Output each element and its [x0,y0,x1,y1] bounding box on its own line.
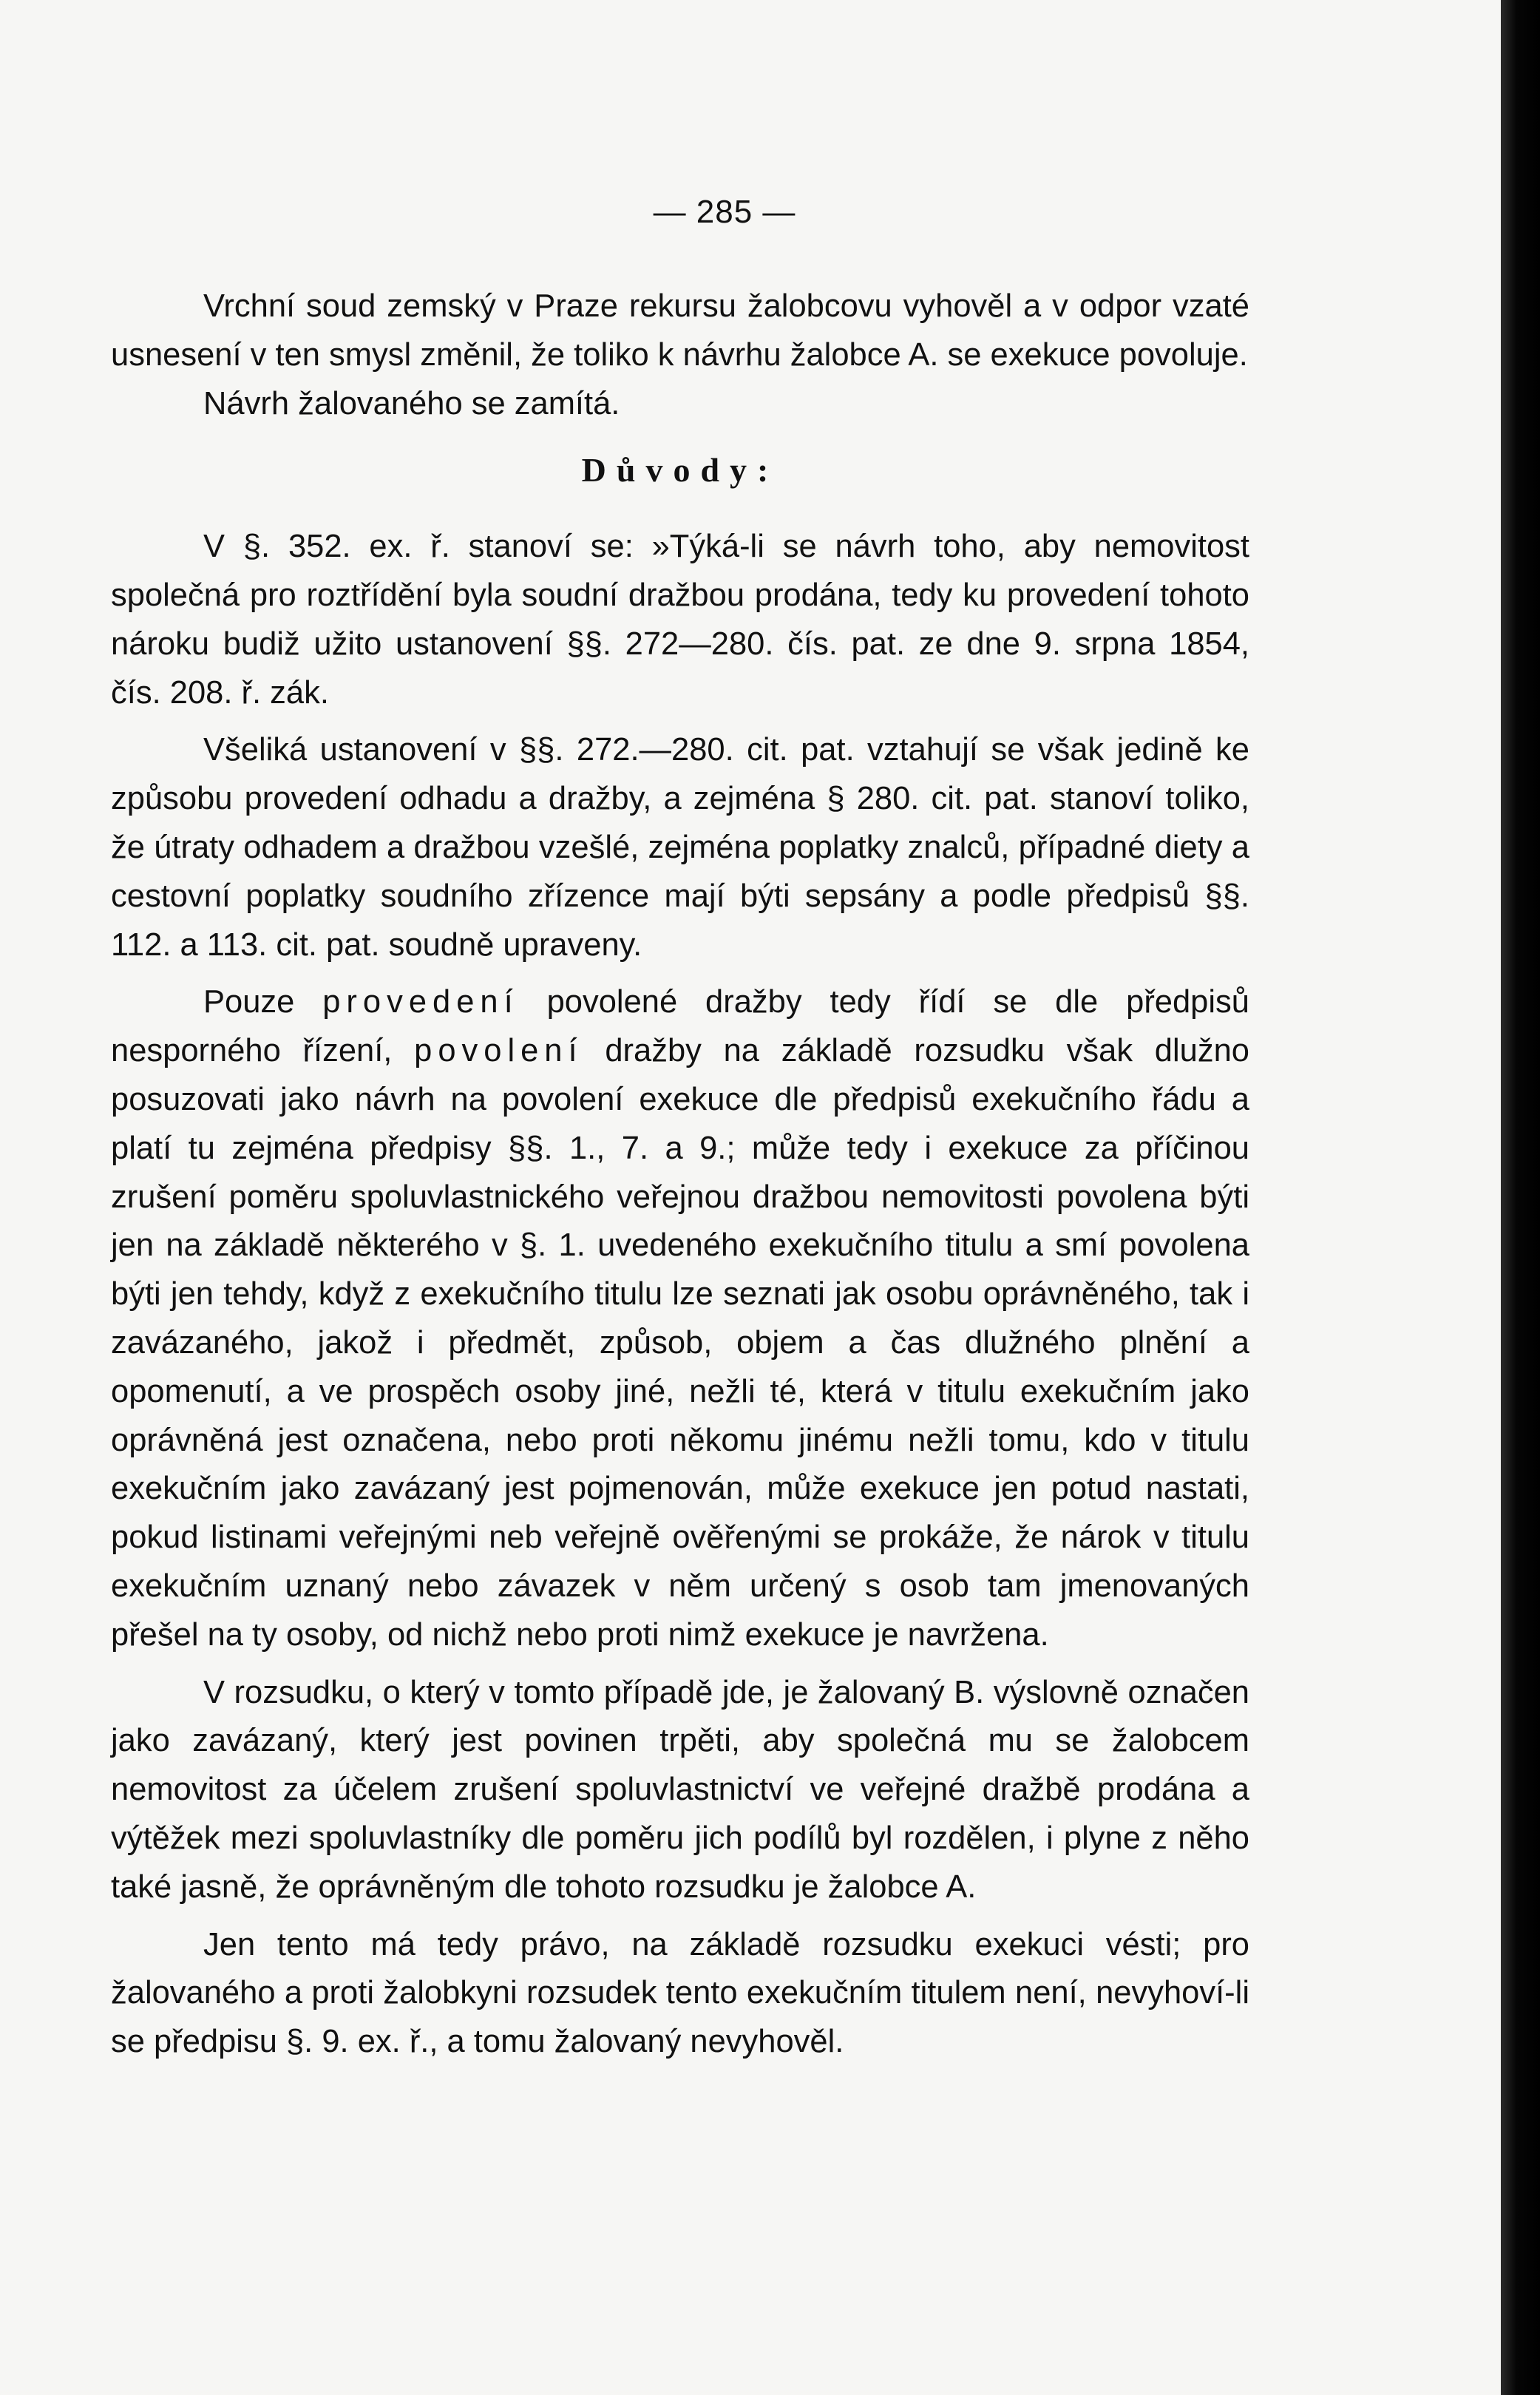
paragraph-2: Návrh žalovaného se zamítá. [203,385,620,421]
paragraph-1: Vrchní soud zemský v Praze rekursu žalobcovu vyhověl a v odpor vzaté usnesení v ten smysl změnil, že toliko k návrhu žalobce A. se exekuce povoluje. [111,288,1249,373]
emphasis-provedeni: provedení [322,984,519,1020]
paragraph-6: V rozsudku, o který v tomto případě jde, je žalovaný B. výslovně označen jako zavázaný, který jest povinen trpěti, aby společná mu se žalobcem nemovitost za účelem zrušení spoluvlastnictví ve veřejné dražbě prodána a výtěžek mezi spoluvlastníky dle poměru jich podílů byl rozdělen, i plyne z něho také jasně, že oprávněným dle tohoto rozsudku je žalobce A. [111,1674,1249,1905]
emphasis-povoleni: povolení [414,1033,583,1069]
paragraph-5-middle: povolené dražby tedy řídí se dle předpisů nesporného řízení, [111,984,1249,1069]
paragraph-7: Jen tento má tedy právo, na základě rozsudku exekuci vésti; pro žalovaného a proti žalobkyni rozsudek tento exekučním titulem není, nevyhoví-li se předpisu §. 9. ex. ř., a tomu žalovaný nevyhověl. [111,1926,1249,2060]
paragraph-4: Všeliká ustanovení v §§. 272.—280. cit. pat. vztahují se však jedině ke způsobu provedení odhadu a dražby, a zejména § 280. cit. pat. stanoví toliko, že útraty odhadem a dražbou vzešlé, zejména poplatky znalců, případné diety a cestovní poplatky soudního zřízence mají býti sepsány a podle předpisů §§. 112. a 113. cit. pat. soudně upraveny. [111,732,1249,963]
paragraph-5 [111,978,1249,1659]
paragraph-5-start: Pouze [203,984,323,1020]
section-heading: Důvody: [581,451,779,489]
scan-dark-edge [1501,0,1540,2395]
paragraph-5-end: dražby na základě rozsudku však dlužno posuzovati jako návrh na povolení exekuce dle předpisů exekučního řádu a platí tu zejména předpisy §§. 1., 7. a 9.; může tedy i exekuce za příčinou zrušení poměru spoluvlastnického veřejnou dražbou nemovitosti povolena býti jen na základě některého v §. 1. uvedeného exekučního titulu a smí povolena býti jen tehdy, když z exekučního titulu lze seznati jak osobu oprávněného, tak i zavázaného, jakož i předmět, způsob, objem a čas dlužného plnění a opomenutí, a ve prospěch osoby jiné, nežli té, která v titulu exekučním jako oprávněná jest označena, nebo proti někomu jinému nežli tomu, kdo v titulu exekučním jako zavázaný jest pojmenován, může exekuce jen potud nastati, pokud listinami veřejnými neb veřejně ověřenými se prokáže, že nárok v titulu exekučním uznaný nebo závazek v něm určený s osob tam jmenovaných přešel na ty osoby, od nichž nebo proti nimž exekuce je navržena. [111,1033,1249,1653]
page-number: — 285 — [653,194,796,230]
paragraph-3: V §. 352. ex. ř. stanoví se: »Týká-li se návrh toho, aby nemovitost společná pro roztřídění byla soudní dražbou prodána, tedy ku provedení tohoto nároku budiž užito ustanovení §§. 272—280. čís. pat. ze dne 9. srpna 1854, čís. 208. ř. zák. [111,529,1249,711]
page-body [111,282,1249,2067]
